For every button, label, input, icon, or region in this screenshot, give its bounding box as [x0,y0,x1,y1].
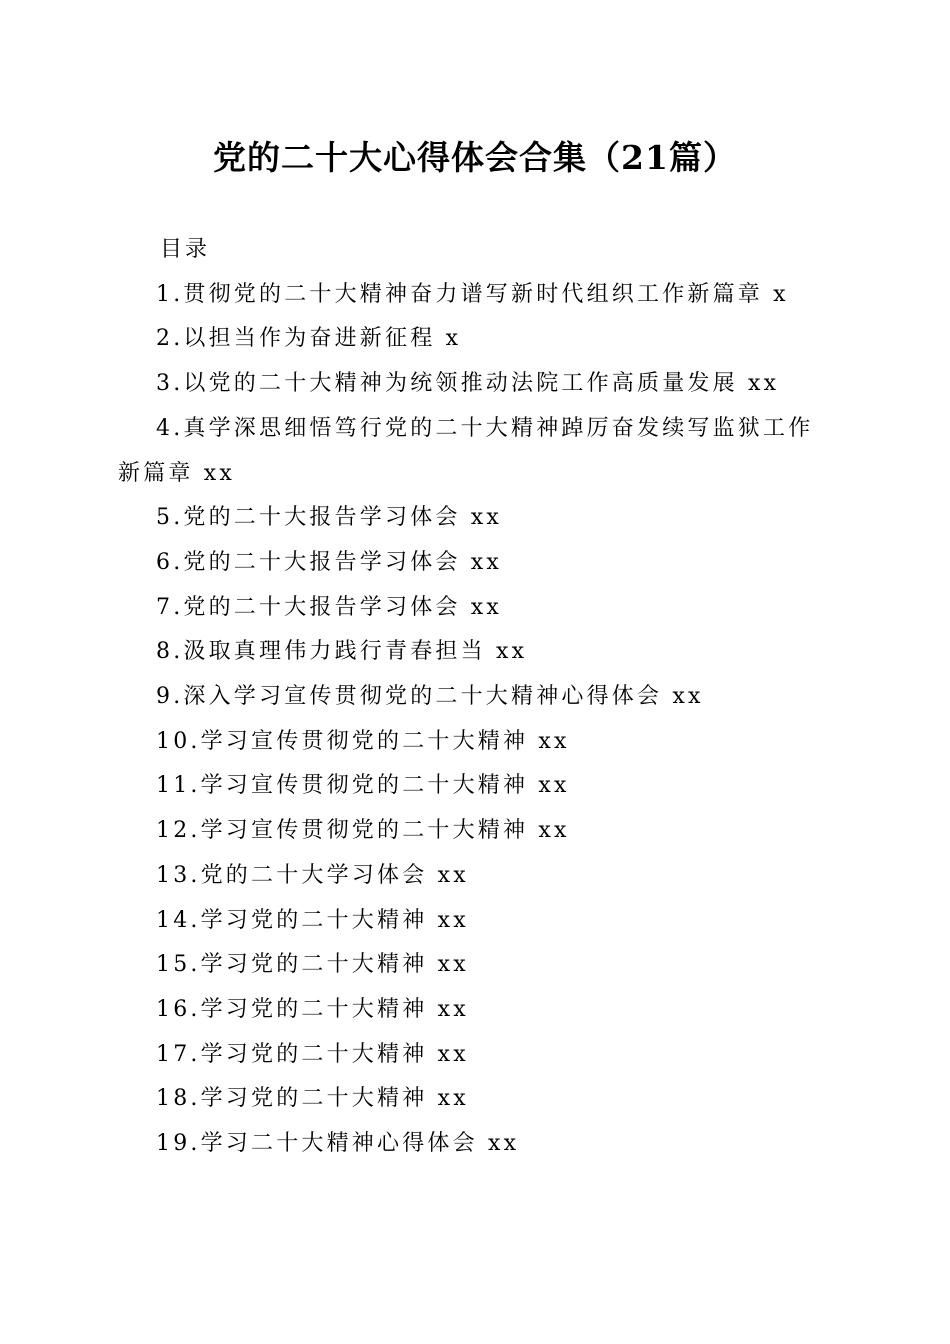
toc-item: 15.学习党的二十大精神 xx [156,952,469,978]
toc-item: 18.学习党的二十大精神 xx [156,1086,469,1112]
toc-item: 7.党的二十大报告学习体会 xx [156,594,502,620]
toc-item: 19.学习二十大精神心得体会 xx [156,1131,520,1157]
toc-item: 10.学习宣传贯彻党的二十大精神 xx [156,728,570,754]
toc-item: 17.学习党的二十大精神 xx [156,1041,469,1067]
toc-heading: 目录 [160,237,211,262]
table-of-contents [118,228,830,1167]
toc-item: 12.学习宣传贯彻党的二十大精神 xx [156,818,570,844]
toc-item: 5.党的二十大报告学习体会 xx [156,505,502,531]
toc-item: 3.以党的二十大精神为统领推动法院工作高质量发展 xx [156,371,780,397]
toc-item: 8.汲取真理伟力践行青春担当 xx [156,639,528,665]
toc-item: 16.学习党的二十大精神 xx [156,996,469,1022]
toc-item: 1.贯彻党的二十大精神奋力谱写新时代组织工作新篇章 x [156,281,789,307]
toc-item: 6.党的二十大报告学习体会 xx [156,549,502,575]
toc-item: 2.以担当作为奋进新征程 x [156,326,462,352]
toc-item: 11.学习宣传贯彻党的二十大精神 xx [156,773,570,799]
toc-item: 4.真学深思细悟笃行党的二十大精神踔厉奋发续写监狱工作新篇章 xx [118,415,814,486]
toc-item: 13.党的二十大学习体会 xx [156,862,469,888]
toc-item: 9.深入学习宣传贯彻党的二十大精神心得体会 xx [156,684,704,710]
document-title: 党的二十大心得体会合集（21篇） [213,138,737,177]
toc-item: 14.学习党的二十大精神 xx [156,907,469,933]
toc-list [118,273,830,1167]
